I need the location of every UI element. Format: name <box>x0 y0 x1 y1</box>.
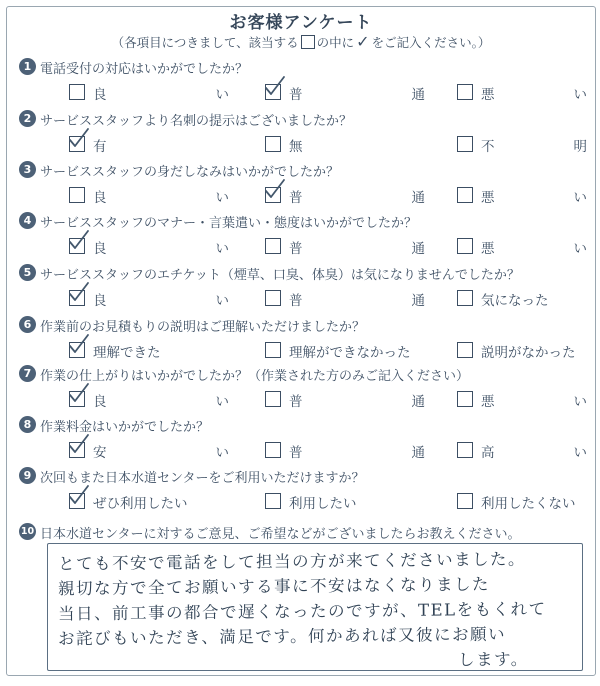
checkbox[interactable] <box>457 187 473 203</box>
option-label <box>481 390 587 410</box>
comment-box[interactable] <box>47 543 583 671</box>
checkbox[interactable] <box>265 238 281 254</box>
checkbox[interactable] <box>457 238 473 254</box>
question-6 <box>19 314 589 366</box>
question-text: サービススタッフのマナー・言葉遣い・態度はいかがでしたか？ <box>40 216 418 231</box>
option-label <box>93 390 229 410</box>
option[interactable] <box>457 288 587 308</box>
option-label <box>289 341 411 361</box>
option-label <box>289 289 425 309</box>
checkbox[interactable] <box>69 84 85 100</box>
question-4 <box>19 210 589 262</box>
comment-line: お詫びもいただき、満足です。何かあれば又彼にお願い <box>57 624 507 649</box>
option-label-part: 普 <box>289 87 303 103</box>
check-mark-icon <box>67 484 91 508</box>
option-label-part: 普 <box>289 241 303 257</box>
option[interactable] <box>265 440 425 460</box>
check-mark-icon <box>263 75 287 99</box>
option-label-part: い <box>573 87 587 103</box>
option[interactable] <box>69 440 229 460</box>
option-label-part: 普 <box>289 394 303 410</box>
option-label-part: 悪 <box>481 241 495 257</box>
option[interactable] <box>265 389 425 409</box>
option-label <box>93 186 229 206</box>
question-text: サービススタッフより名刺の提示はございましたか？ <box>40 114 353 129</box>
option-label <box>93 83 229 103</box>
option-label-part: 説明がなかった <box>481 345 576 361</box>
option-label <box>289 441 425 461</box>
question-5 <box>19 262 589 314</box>
check-mark-icon <box>67 127 91 151</box>
question-number: 4 <box>19 212 36 229</box>
option-label-part: 理解できた <box>93 345 161 361</box>
option-label-part: い <box>215 241 229 257</box>
option-label-part: 利用したい <box>289 496 357 512</box>
question-7 <box>19 363 589 415</box>
check-mark-icon <box>67 382 91 406</box>
option-label-part: 通 <box>411 394 425 410</box>
option[interactable] <box>69 134 229 154</box>
option-label-part: い <box>215 394 229 410</box>
check-mark-icon <box>67 333 91 357</box>
checkbox[interactable] <box>265 493 281 509</box>
option-label-part: 安 <box>93 445 107 461</box>
comment-line: 親切な方で全てお願いする事に不安はなくなりました <box>57 574 491 599</box>
option[interactable] <box>69 389 229 409</box>
option-label <box>481 186 587 206</box>
option-label <box>289 237 425 257</box>
option-label-part: 良 <box>93 394 107 410</box>
checkbox[interactable] <box>265 290 281 306</box>
option-label-part: 不 <box>481 139 495 155</box>
checkbox[interactable] <box>69 136 85 152</box>
checkbox[interactable] <box>69 238 85 254</box>
option-label-part: い <box>215 190 229 206</box>
option-label-part: 通 <box>411 87 425 103</box>
instructions-after: をご記入ください。） <box>371 35 491 50</box>
option-label-part: 普 <box>289 190 303 206</box>
option[interactable] <box>265 82 425 102</box>
question-number: 6 <box>19 316 36 333</box>
question-text: サービススタッフの身だしなみはいかがでしたか？ <box>40 165 340 180</box>
checkbox[interactable] <box>265 84 281 100</box>
checkbox[interactable] <box>69 391 85 407</box>
option-label <box>289 83 425 103</box>
question-9 <box>19 465 589 517</box>
question-3 <box>19 159 589 211</box>
checkbox[interactable] <box>457 290 473 306</box>
check-mark-icon <box>67 229 91 253</box>
option-label-part: い <box>573 241 587 257</box>
option[interactable] <box>457 440 587 460</box>
option-label-part: い <box>215 293 229 309</box>
option-label <box>289 186 425 206</box>
checkbox[interactable] <box>457 493 473 509</box>
option-label-part: 良 <box>93 241 107 257</box>
option[interactable] <box>265 236 425 256</box>
option[interactable] <box>265 340 425 360</box>
question-1 <box>19 56 589 108</box>
option[interactable] <box>457 134 587 154</box>
question-2 <box>19 108 589 160</box>
option-label <box>289 492 357 512</box>
option-label-part: 悪 <box>481 190 495 206</box>
option-label-part: 理解ができなかった <box>289 345 411 361</box>
option-label-part: い <box>573 445 587 461</box>
checkbox[interactable] <box>457 442 473 458</box>
option-label-part: 良 <box>93 190 107 206</box>
option-label-part: 普 <box>289 293 303 309</box>
question-number: 10 <box>19 523 36 540</box>
question-number: 9 <box>19 467 36 484</box>
checkbox[interactable] <box>265 136 281 152</box>
option[interactable] <box>457 340 587 360</box>
question-text: 次回もまた日本水道センターをご利用いただけますか？ <box>40 471 365 486</box>
option[interactable] <box>69 340 229 360</box>
option-label-part: 明 <box>573 139 587 155</box>
checkbox[interactable] <box>265 187 281 203</box>
question-number: 8 <box>19 416 36 433</box>
option-label <box>93 135 107 155</box>
checkbox[interactable] <box>69 442 85 458</box>
checkbox[interactable] <box>457 136 473 152</box>
option-label-part: 通 <box>411 190 425 206</box>
instructions <box>7 32 595 51</box>
option-label <box>481 289 549 309</box>
check-mark-icon: ✓ <box>356 32 370 51</box>
checkbox[interactable] <box>457 342 473 358</box>
option-label <box>93 492 188 512</box>
option-label-part: 良 <box>93 87 107 103</box>
question-text: 作業料金はいかがでしたか？ <box>40 420 210 435</box>
option-label-part: 通 <box>411 293 425 309</box>
question-text: 作業前のお見積もりの説明はご理解いただけましたか？ <box>40 320 366 335</box>
check-mark-icon <box>67 433 91 457</box>
option-label-part: 悪 <box>481 394 495 410</box>
option[interactable] <box>457 82 587 102</box>
option-label <box>481 441 587 461</box>
comment-line: 当日、前工事の都合で遅くなったのですが、TELをもくれて <box>57 599 547 624</box>
option[interactable] <box>69 82 229 102</box>
checkbox[interactable] <box>69 493 85 509</box>
option-label <box>289 135 303 155</box>
question-number: 1 <box>19 58 36 75</box>
comment-line: とても不安で電話をして担当の方が来てくださいました。 <box>57 549 527 574</box>
option-label <box>93 237 229 257</box>
question-text: サービススタッフのエチケット（煙草、口臭、体臭）は気になりませんでしたか？ <box>40 268 520 283</box>
question-text: 作業の仕上がりはいかがでしたか？（作業された方のみご記入ください） <box>40 369 470 384</box>
checkbox[interactable] <box>457 84 473 100</box>
option[interactable] <box>69 185 229 205</box>
option[interactable] <box>69 491 229 511</box>
option[interactable] <box>457 389 587 409</box>
option-label-part: い <box>215 445 229 461</box>
question-text: 電話受付の対応はいかがでしたか？ <box>40 62 249 77</box>
option-label <box>93 289 229 309</box>
option[interactable] <box>457 236 587 256</box>
option-label <box>93 341 161 361</box>
checkbox[interactable] <box>265 442 281 458</box>
checkbox[interactable] <box>69 187 85 203</box>
option-label-part: 有 <box>93 139 107 155</box>
option-label-part: 普 <box>289 445 303 461</box>
option[interactable] <box>69 288 229 308</box>
option-label-part: 無 <box>289 139 303 155</box>
option-label-part: ぜひ利用したい <box>93 496 188 512</box>
checkbox[interactable] <box>265 342 281 358</box>
option-label-part: 通 <box>411 241 425 257</box>
option[interactable] <box>457 185 587 205</box>
option[interactable] <box>265 134 425 154</box>
option-label <box>481 83 587 103</box>
question-number: 2 <box>19 110 36 127</box>
option-label-part: 高 <box>481 445 495 461</box>
question-text: 日本水道センターに対するご意見、ご希望などがございましたらお教えください。 <box>40 527 521 542</box>
checkbox[interactable] <box>265 391 281 407</box>
survey-form <box>6 6 596 676</box>
question-number: 5 <box>19 264 36 281</box>
option-label <box>481 135 587 155</box>
option[interactable] <box>457 491 587 511</box>
option-label <box>481 237 587 257</box>
question-number: 3 <box>19 161 36 178</box>
option-label-part: 気になった <box>481 293 549 309</box>
option[interactable] <box>265 288 425 308</box>
option-label <box>481 341 576 361</box>
option-label-part: い <box>573 190 587 206</box>
checkbox[interactable] <box>69 290 85 306</box>
instructions-middle: の中に <box>316 35 355 50</box>
option[interactable] <box>69 236 229 256</box>
option-label-part: 悪 <box>481 87 495 103</box>
option[interactable] <box>265 491 425 511</box>
checkbox[interactable] <box>457 391 473 407</box>
comment-line: します。 <box>457 649 529 670</box>
checkbox-example-icon <box>301 35 315 49</box>
option-label-part: い <box>573 394 587 410</box>
check-mark-icon <box>263 178 287 202</box>
question-number: 7 <box>19 365 36 382</box>
option-label-part: 良 <box>93 293 107 309</box>
form-title: お客様アンケート <box>229 13 373 33</box>
check-mark-icon <box>67 281 91 305</box>
question-8 <box>19 414 589 466</box>
option-label <box>93 441 229 461</box>
option-label <box>289 390 425 410</box>
option-label-part: 利用したくない <box>481 496 576 512</box>
checkbox[interactable] <box>69 342 85 358</box>
instructions-before: （各項目につきまして、該当する <box>111 35 299 50</box>
option-label-part: い <box>215 87 229 103</box>
option-label-part: 通 <box>411 445 425 461</box>
option-label <box>481 492 576 512</box>
option[interactable] <box>265 185 425 205</box>
